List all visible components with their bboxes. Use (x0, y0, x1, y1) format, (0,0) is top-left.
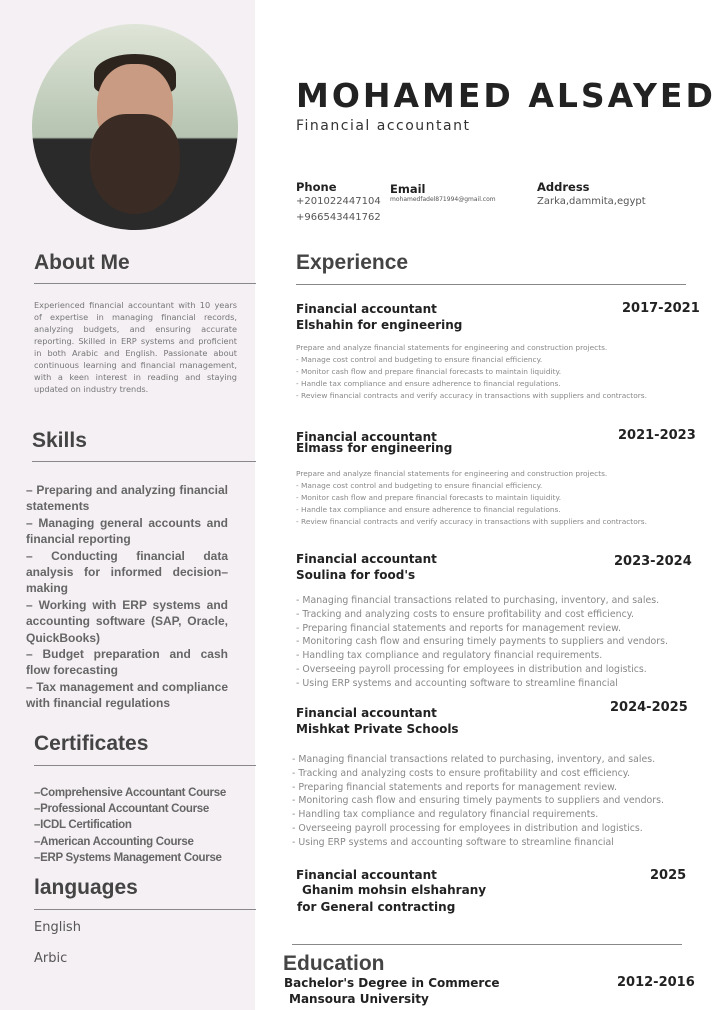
job-duty: - Review financial contracts and verify accuracy in transactions with suppliers and contractors. (296, 391, 647, 400)
divider (34, 909, 256, 910)
job-duty: - Handle tax compliance and ensure adherence to financial regulations. (296, 505, 561, 514)
address-block (537, 180, 646, 210)
certificate-item: –ICDL Certification (34, 819, 132, 832)
job-duty: - Monitoring cash flow and ensuring timely payments to suppliers and vendors. (296, 636, 668, 648)
divider (34, 765, 256, 766)
job-duty: - Handling tax compliance and regulatory financial requirements. (296, 650, 603, 662)
education-years: 2012-2016 (617, 975, 695, 990)
job-description (292, 753, 664, 850)
skills-heading: Skills (32, 429, 87, 452)
divider (292, 944, 682, 945)
job-duty: - Managing financial transactions related to purchasing, inventory, and sales. (292, 754, 656, 765)
certificate-item: –ERP Systems Management Course (34, 851, 222, 864)
job-duty: - Handle tax compliance and ensure adherence to financial regulations. (296, 379, 561, 388)
job-duty: - Monitor cash flow and prepare financial forecasts to maintain liquidity. (296, 493, 562, 502)
job-description (296, 594, 668, 691)
job-duty: Prepare and analyze financial statements for engineering and construction projects. (296, 469, 608, 478)
job-duty: - Preparing financial statements and reports for management review. (296, 622, 621, 634)
job-duty: - Manage cost control and budgeting to ensure financial efficiency. (296, 355, 543, 364)
job-years: 2024-2025 (610, 700, 688, 715)
job-company: Soulina for food's (296, 568, 416, 582)
job-duty: - Overseeing payroll processing for employees in distribution and logistics. (296, 663, 647, 675)
about-heading: About Me (34, 251, 130, 274)
phone-value: +201022447104 (296, 196, 381, 207)
job-duty: - Overseeing payroll processing for employees in distribution and logistics. (292, 822, 643, 834)
language-item: Arbic (34, 951, 68, 966)
divider (32, 461, 256, 462)
job-years: 2025 (650, 868, 687, 883)
phone-value: +966543441762 (296, 212, 381, 223)
job-duty: - Managing financial transactions related to purchasing, inventory, and sales. (296, 595, 660, 606)
email-label: Email (390, 182, 426, 196)
job-duty: - Using ERP systems and accounting software to streamline financial (296, 677, 618, 689)
phone-block (296, 180, 381, 226)
about-text: Experienced financial accountant with 10 years of expertise in managing financial records, analyzing budgets, and ensuring accurate reporting. Skilled in ERP systems and proficient in both Arabic and English. Passionate about continuous learning and financial management, with a keen interest in reading and staying updated on industry trends. (34, 300, 237, 394)
job-duty: - Tracking and analyzing costs to ensure profitability and cost efficiency. (292, 767, 630, 779)
divider (34, 283, 256, 284)
job-title: Financial accountant (296, 868, 437, 882)
job-duty: - Manage cost control and budgeting to ensure financial efficiency. (296, 481, 543, 490)
divider (296, 284, 686, 285)
profile-photo (32, 24, 238, 230)
email-value: mohamedfadel871994@gmail.com (390, 196, 496, 203)
job-duty: - Monitor cash flow and prepare financial forecasts to maintain liquidity. (296, 367, 562, 376)
job-duty: - Using ERP systems and accounting software to streamline financial (292, 836, 614, 848)
job-duty: - Review financial contracts and verify accuracy in transactions with suppliers and contractors. (296, 517, 647, 526)
certificates-heading: Certificates (34, 732, 149, 755)
phone-label: Phone (296, 180, 337, 194)
job-duty: - Monitoring cash flow and ensuring timely payments to suppliers and vendors. (292, 795, 664, 807)
education-heading: Education (283, 952, 385, 975)
language-item: English (34, 920, 81, 935)
job-years: 2023-2024 (614, 554, 692, 569)
full-name: MOHAMED ALSAYED (296, 76, 716, 115)
certificates-list (34, 785, 226, 866)
job-title: Financial accountant (296, 118, 471, 134)
job-duty: - Handling tax compliance and regulatory financial requirements. (292, 809, 599, 821)
address-value: Zarka,dammita,egypt (537, 196, 646, 207)
certificate-item: –American Accounting Course (34, 835, 194, 848)
job-title: Financial accountant (296, 552, 437, 566)
skill-item: – Working with ERP systems and accounting software (SAP, Oracle, QuickBooks) (26, 597, 228, 645)
job-company: Elmass for engineering (296, 441, 453, 455)
job-years: 2017-2021 (622, 301, 700, 316)
degree: Bachelor's Degree in Commerce (284, 976, 500, 990)
job-title: Financial accountant (296, 302, 437, 316)
job-company: Ghanim mohsin elshahrany (302, 883, 487, 897)
experience-heading: Experience (296, 251, 409, 274)
job-duty: - Preparing financial statements and reports for management review. (292, 781, 617, 793)
certificate-item: –Comprehensive Accountant Course (34, 787, 226, 799)
job-description (296, 468, 688, 528)
certificate-item: –Professional Accountant Course (34, 803, 209, 816)
email-block (390, 182, 496, 203)
skill-item: – Managing general accounts and financial reporting (26, 515, 228, 547)
job-description (296, 342, 688, 402)
languages-heading: languages (34, 876, 138, 899)
skill-item: – Tax management and compliance with financial regulations (26, 679, 228, 711)
school: Mansoura University (289, 992, 429, 1006)
job-duty: - Tracking and analyzing costs to ensure profitability and cost efficiency. (296, 608, 634, 620)
job-company: for General contracting (297, 900, 456, 914)
job-company: Elshahin for engineering (296, 318, 463, 332)
skill-item: – Conducting financial data analysis for informed decision–making (26, 548, 228, 596)
address-label: Address (537, 180, 590, 194)
skills-list (26, 482, 228, 712)
job-company: Mishkat Private Schools (296, 722, 459, 736)
job-years: 2021-2023 (618, 428, 696, 443)
job-duty: Prepare and analyze financial statements for engineering and construction projects. (296, 343, 608, 352)
skill-item: – Preparing and analyzing financial statements (26, 483, 228, 514)
job-title: Financial accountant (296, 430, 437, 444)
skill-item: – Budget preparation and cash flow forecasting (26, 647, 228, 678)
job-title: Financial accountant (296, 706, 437, 720)
